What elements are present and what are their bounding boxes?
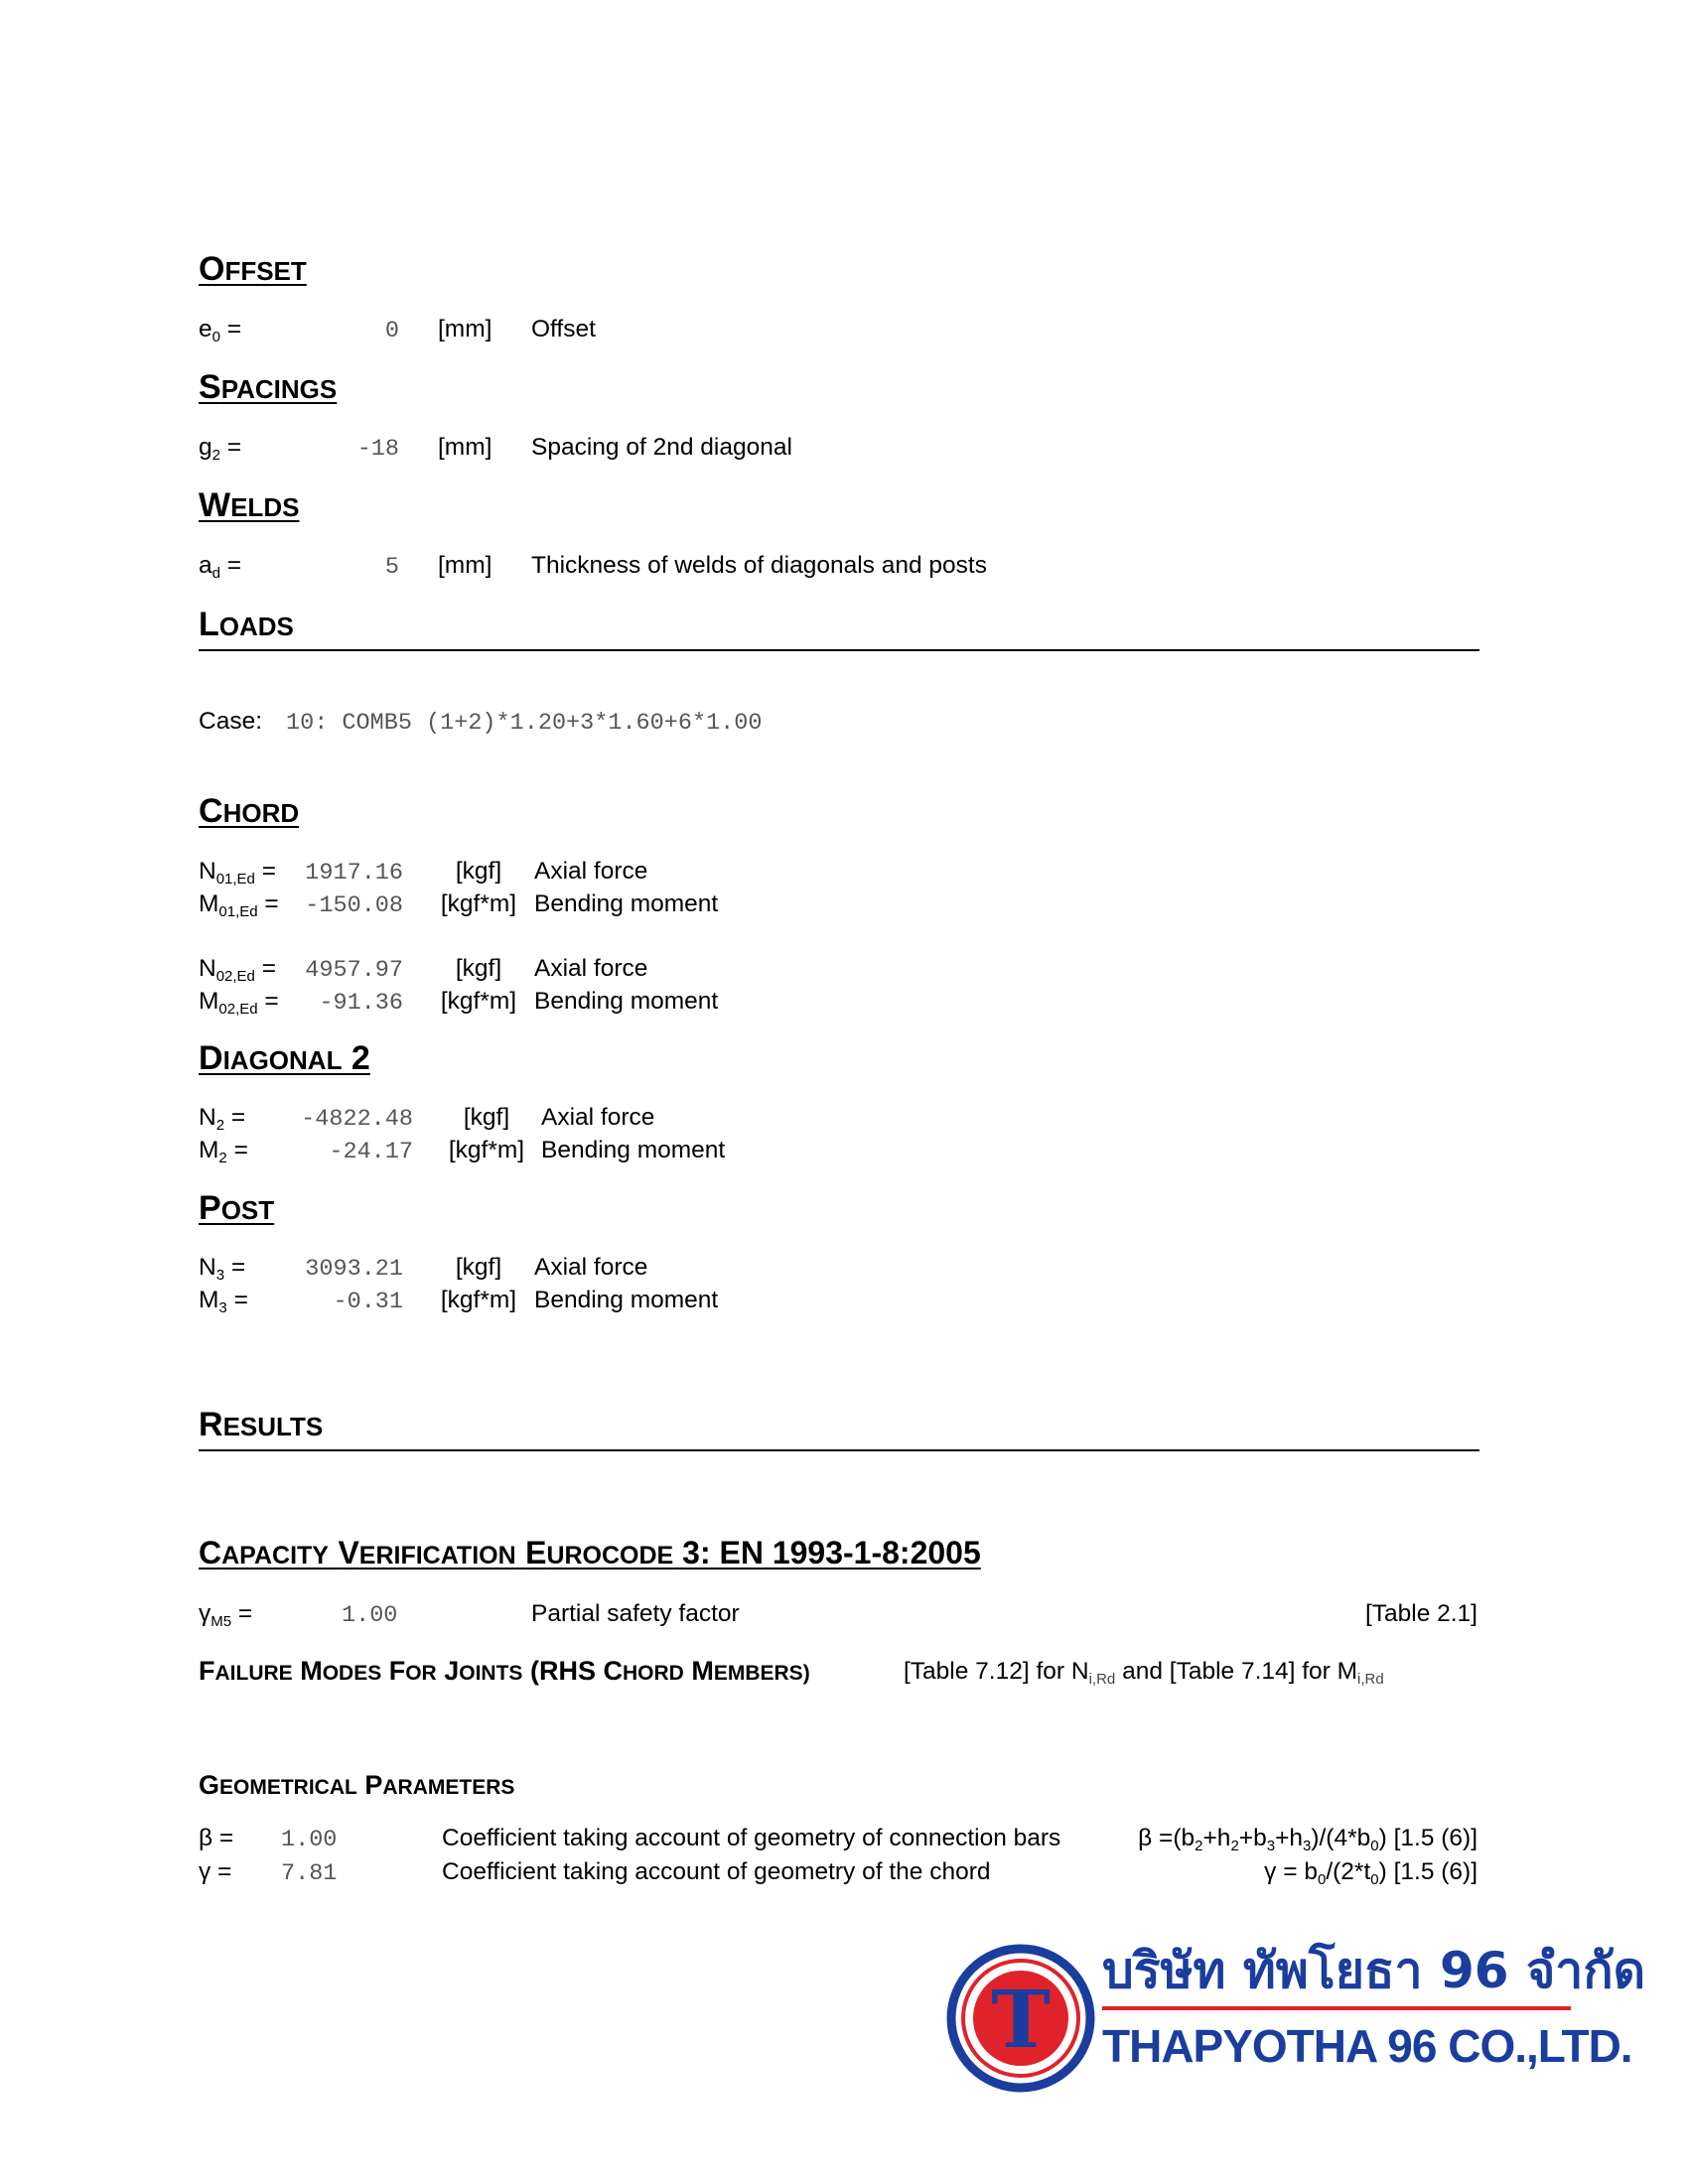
spacings-eq: =: [219, 434, 242, 461]
post-row-symbol: [199, 1254, 245, 1284]
gamma-m5-eq: =: [231, 1600, 253, 1627]
spacings-desc: Spacing of 2nd diagonal: [531, 434, 792, 461]
post-row-value: -0.31: [333, 1289, 403, 1315]
loads-case-label: Case:: [199, 708, 263, 735]
post-row-eq: =: [224, 1254, 246, 1281]
logo-thai-name: บริษัท ทัพโยธา 96 จำกัด: [1102, 1942, 1646, 1999]
diagonal-row-symbol: [199, 1137, 248, 1166]
welds-symbol: [199, 552, 241, 582]
chord-row-symbol: [199, 890, 279, 920]
logo-english-name: THAPYOTHA 96 CO.,LTD.: [1102, 2020, 1632, 2072]
loads-heading-text: LOADS: [199, 606, 294, 643]
geometry-row-desc: Coefficient taking account of geometry of connection bars: [442, 1825, 1061, 1851]
chord-row-symbol: [199, 955, 276, 985]
welds-symbol-sub: d: [211, 565, 220, 582]
post-heading: [199, 1189, 274, 1228]
chord-row-value: 4957.97: [305, 957, 403, 984]
welds-desc: Thickness of welds of diagonals and posts: [531, 552, 987, 579]
diagonal-row-desc: Bending moment: [541, 1137, 726, 1163]
failure-heading-text: FAILURE MODES FOR JOINTS (RHS CHORD MEMBERS): [199, 1656, 810, 1686]
post-heading-text: POST: [199, 1189, 275, 1227]
spacings-unit: [mm]: [438, 434, 492, 461]
gamma-m5-sub: M5: [211, 1613, 232, 1630]
post-row-symbol-letter: N: [199, 1254, 216, 1281]
capacity-heading-text: CAPACITY VERIFICATION EUROCODE 3: EN 1993-1-8:2005: [199, 1535, 981, 1570]
chord-row-symbol-letter: M: [199, 988, 219, 1015]
failure-heading: [199, 1656, 810, 1687]
diagonal-row-unit: [kgf*m]: [448, 1137, 525, 1163]
geometry-row-desc: Coefficient taking account of geometry of the chord: [442, 1858, 991, 1885]
diagonal-row-symbol: [199, 1104, 245, 1134]
geometry-heading: [199, 1770, 514, 1801]
gamma-m5-desc: Partial safety factor: [531, 1600, 740, 1627]
chord-row-eq: =: [257, 988, 279, 1015]
chord-heading: [199, 792, 299, 831]
post-row-unit: [kgf]: [455, 1254, 502, 1281]
diagonal-heading: [199, 1039, 370, 1078]
offset-eq: =: [219, 316, 242, 342]
loads-heading: [199, 606, 294, 644]
chord-row-symbol-sub: 01,Ed: [218, 903, 258, 920]
chord-row-symbol-sub: 02,Ed: [215, 968, 255, 985]
chord-row-value: -91.36: [319, 990, 403, 1017]
chord-row-symbol: [199, 988, 279, 1018]
diagonal-row-value: -24.17: [329, 1139, 413, 1165]
failure-ref-sub-a: i,Rd: [1088, 1671, 1116, 1688]
loads-case-value: 10: COMB5 (1+2)*1.20+3*1.60+6*1.00: [286, 710, 763, 737]
offset-value: 0: [384, 318, 399, 344]
spacings-symbol-letter: g: [199, 434, 212, 461]
diagonal-row-symbol-sub: 2: [218, 1150, 227, 1166]
geometry-row-value: 7.81: [281, 1860, 338, 1887]
chord-row-symbol-sub: 02,Ed: [218, 1001, 258, 1018]
diagonal-row-desc: Axial force: [541, 1104, 655, 1131]
geometry-row-symbol: β =: [199, 1825, 234, 1851]
diagonal-row-symbol-letter: M: [199, 1137, 219, 1163]
offset-desc: Offset: [531, 316, 596, 342]
welds-symbol-letter: a: [199, 552, 212, 579]
chord-row-symbol-letter: N: [199, 955, 216, 982]
diagonal-row-eq: =: [224, 1104, 246, 1131]
loads-rule: [199, 649, 1479, 651]
chord-row-value: 1917.16: [305, 860, 403, 887]
geometry-row-formula: $\beta =(b_2+h_2+b_3+h_3)/(4*b_0)$ [1.5 (6)]: [1138, 1825, 1477, 1854]
diagonal-row-symbol-sub: 2: [215, 1117, 225, 1134]
spacings-value: -18: [356, 436, 399, 463]
diagonal-heading-text: DIAGONAL 2: [199, 1039, 370, 1077]
spacings-symbol: [199, 434, 241, 464]
welds-heading-text: WELDS: [199, 486, 300, 524]
chord-row-eq: =: [257, 890, 279, 917]
welds-value: 5: [384, 554, 399, 581]
post-row-desc: Bending moment: [534, 1287, 719, 1313]
post-row-symbol: [199, 1287, 248, 1316]
failure-ref-sub-b: i,Rd: [1357, 1671, 1384, 1688]
spacings-symbol-sub: 2: [211, 447, 220, 464]
geometry-row-formula: $\gamma = b_0/(2*t_0)$ [1.5 (6)]: [1264, 1858, 1477, 1888]
welds-unit: [mm]: [438, 552, 492, 579]
chord-row-symbol-letter: N: [199, 858, 216, 885]
gamma-m5-symbol: [199, 1600, 252, 1630]
post-row-value: 3093.21: [305, 1256, 403, 1283]
chord-row-unit: [kgf*m]: [440, 988, 517, 1015]
chord-heading-text: CHORD: [199, 792, 300, 830]
chord-row-value: -150.08: [305, 892, 403, 919]
geometry-row-value: 1.00: [281, 1827, 338, 1853]
chord-row-unit: [kgf*m]: [440, 890, 517, 917]
diagonal-row-value: -4822.48: [301, 1106, 413, 1133]
results-rule: [199, 1449, 1479, 1451]
offset-heading-text: OFFSET: [199, 250, 307, 288]
gamma-m5-letter: γ: [199, 1600, 211, 1627]
offset-unit: [mm]: [438, 316, 492, 342]
diagonal-row-eq: =: [226, 1137, 248, 1163]
post-row-eq: =: [226, 1287, 248, 1313]
post-row-symbol-letter: M: [199, 1287, 219, 1313]
offset-symbol: [199, 316, 241, 345]
chord-row-symbol: [199, 858, 276, 887]
offset-heading: [199, 250, 307, 289]
chord-row-symbol-sub: 01,Ed: [215, 871, 255, 887]
results-heading: [199, 1406, 323, 1444]
post-row-symbol-sub: 3: [218, 1299, 227, 1316]
chord-row-desc: Axial force: [534, 858, 648, 885]
chord-row-unit: [kgf]: [455, 858, 502, 885]
welds-heading: [199, 486, 299, 525]
logo-emblem-letter: T: [991, 1973, 1051, 2066]
capacity-heading: [199, 1534, 981, 1572]
diagonal-row-unit: [kgf]: [463, 1104, 510, 1131]
chord-row-symbol-letter: M: [199, 890, 219, 917]
welds-eq: =: [219, 552, 242, 579]
chord-row-desc: Bending moment: [534, 890, 719, 917]
post-row-desc: Axial force: [534, 1254, 648, 1281]
spacings-heading: [199, 368, 337, 407]
diagonal-row-symbol-letter: N: [199, 1104, 216, 1131]
gamma-m5-value: 1.00: [342, 1602, 398, 1629]
geometry-row-symbol: γ =: [199, 1858, 232, 1885]
chord-row-desc: Bending moment: [534, 988, 719, 1015]
spacings-heading-text: SPACINGS: [199, 368, 338, 406]
failure-ref-b: and [Table 7.14] for M: [1115, 1658, 1358, 1685]
chord-row-desc: Axial force: [534, 955, 648, 982]
company-logo: [943, 1924, 1646, 2113]
chord-row-eq: =: [254, 858, 277, 885]
failure-ref-a: [Table 7.12] for N: [904, 1658, 1089, 1685]
post-row-symbol-sub: 3: [215, 1267, 225, 1284]
offset-symbol-letter: e: [199, 316, 212, 342]
chord-row-eq: =: [254, 955, 277, 982]
failure-ref: [904, 1658, 1384, 1688]
results-heading-text: RESULTS: [199, 1406, 324, 1443]
geometry-heading-text: GEOMETRICAL PARAMETERS: [199, 1770, 515, 1800]
chord-row-unit: [kgf]: [455, 955, 502, 982]
offset-symbol-sub: 0: [211, 329, 220, 345]
post-row-unit: [kgf*m]: [440, 1287, 517, 1313]
gamma-m5-ref: [Table 2.1]: [1364, 1600, 1477, 1627]
